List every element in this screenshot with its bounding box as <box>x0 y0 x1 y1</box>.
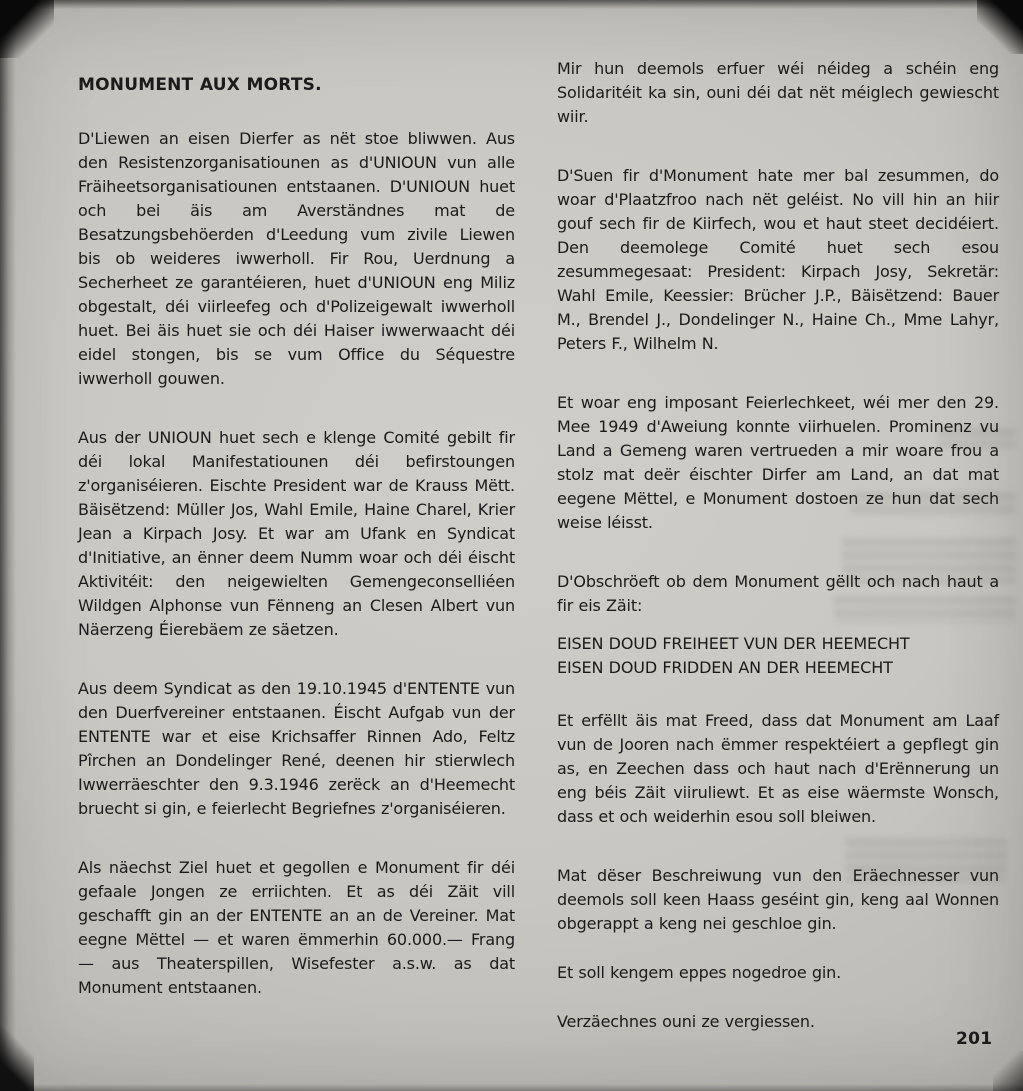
scan-edge-bottom <box>0 1084 1023 1091</box>
paragraph: D'Liewen an eisen Dierfer as nët stoe bliwwen. Aus den Resistenzorganisatiounen as d'UNIOUN vun alle Fräiheetsorganisatiounen entstaanen. D'UNIOUN huet och bei äis am Averständnes mat de Besatzungsbehöerden d'Leedung vum zivile Liewen bis ob weideres iwwerholl. Fir Rou, Uerdnung a Secherheet ze garantéieren, huet d'UNIOUN eng Miliz obgestalt, déi viirleefeg och d'Polizeigewalt iwwerholl huet. Bei äis huet sie och déi Haiser iwwerwaacht déi eidel stongen, bis se vum Office du Séquestre iwwerholl gouwen. <box>78 129 515 388</box>
page-title: MONUMENT AUX MORTS. <box>78 75 322 95</box>
paragraph: Verzäechnes ouni ze vergiessen. <box>557 1012 815 1031</box>
paragraph: D'Obschröeft ob dem Monument gëllt och nach haut a fir eis Zäit: <box>557 572 999 615</box>
page-number: 201 <box>956 1029 993 1049</box>
paragraph: D'Suen fir d'Monument hate mer bal zesummen, do woar d'Plaatzfroo nach nët geléist. No vill hin an hiir gouf sech fir de Kiirfech, wou et haut steet decidéiert. Den deemolege Comité huet sech esou zesummegesaat: President: Kirpach Josy, Sekretär: Wahl Emile, Keessier: Brücher J.P., Bäisëtzend: Bauer M., Brendel J., Dondelinger N., Haine Ch., Mme Lahyr, Peters F., Wilhelm N. <box>557 166 999 353</box>
right-column <box>557 57 999 1034</box>
scan-edge-top <box>0 0 1023 9</box>
scan-edge-left <box>0 0 16 1091</box>
paragraph: Et woar eng imposant Feierlechkeet, wéi mer den 29. Mee 1949 d'Aweiung konnte viirhuelen. Prominenz vu Land a Gemeng waren vertrueden a mir woare frou a stolz mat deër éischter Dirfer am Land, an dat mat eegene Mëttel, e Monument dostoen ze hun dat sech weise léisst. <box>557 393 999 532</box>
inscription-line: EISEN DOUD FREIHEET VUN DER HEEMECHT <box>557 634 910 653</box>
paragraph: Mat dëser Beschreiwung vun den Eräechnesser vun deemols soll keen Haass geséint gin, keng aal Wonnen obgerappt a keng nei geschloe gin. <box>557 866 999 933</box>
paragraph: Aus der UNIOUN huet sech e klenge Comité gebilt fir déi lokal Manifestatiounen déi befirstoungen z'organiséieren. Eischte President war de Krauss Mëtt. Bäisëtzend: Müller Jos, Wahl Emile, Haine Charel, Krier Jean a Kirpach Josy. Et war am Ufank en Syndicat d'Initiative, an ënner deem Numm woar och déi éischt Aktivitéit: den neigewielten Gemengeconselliéen Wildgen Alphonse vun Fënneng an Clesen Albert vun Näerzeng Éierebäem ze säetzen. <box>78 428 515 639</box>
monument-inscription <box>557 632 999 680</box>
paragraph: Aus deem Syndicat as den 19.10.1945 d'ENTENTE vun den Duerfvereiner entstaanen. Éischt Aufgab vun der ENTENTE war et eise Krichsaffer Rinnen Ado, Feltz Pîrchen an Dondelinger René, deenen hir stierwlech Iwwerräeschter den 9.3.1946 zerëck an d'Heemecht bruecht si gin, e feierlecht Begriefnes z'organiséieren. <box>78 679 515 818</box>
scan-corner-bottom-left <box>0 1013 34 1091</box>
paragraph: Mir hun deemols erfuer wéi néideg a schéin eng Solidaritéit ka sin, ouni déi dat nët méiglech gewiescht wiir. <box>557 59 999 126</box>
scan-corner-top-left <box>0 0 54 58</box>
left-column <box>78 73 515 1000</box>
paragraph: Et soll kengem eppes nogedroe gin. <box>557 963 842 982</box>
paragraph: Als näechst Ziel huet et gegollen e Monument fir déi gefaale Jongen ze erriichten. Et as déi Zäit vill geschafft gin an der ENTENTE an an de Vereiner. Mat eegne Mëttel — et waren ëmmerhin 60.000.— Frang — aus Theaterspillen, Wisefester a.s.w. as dat Monument entstaanen. <box>78 858 515 997</box>
scan-corner-bottom-right <box>993 1051 1023 1091</box>
paragraph: Et erfëllt äis mat Freed, dass dat Monument am Laaf vun de Jooren nach ëmmer respektéiert a gepflegt gin as, en Zeechen dass och haut nach d'Erënnerung un eng béis Zäit viiruliewt. Et as eise wäermste Wonsch, dass et och weiderhin esou soll bleiwen. <box>557 711 999 826</box>
inscription-line: EISEN DOUD FRIDDEN AN DER HEEMECHT <box>557 658 893 677</box>
scan-corner-top-right <box>977 0 1023 54</box>
